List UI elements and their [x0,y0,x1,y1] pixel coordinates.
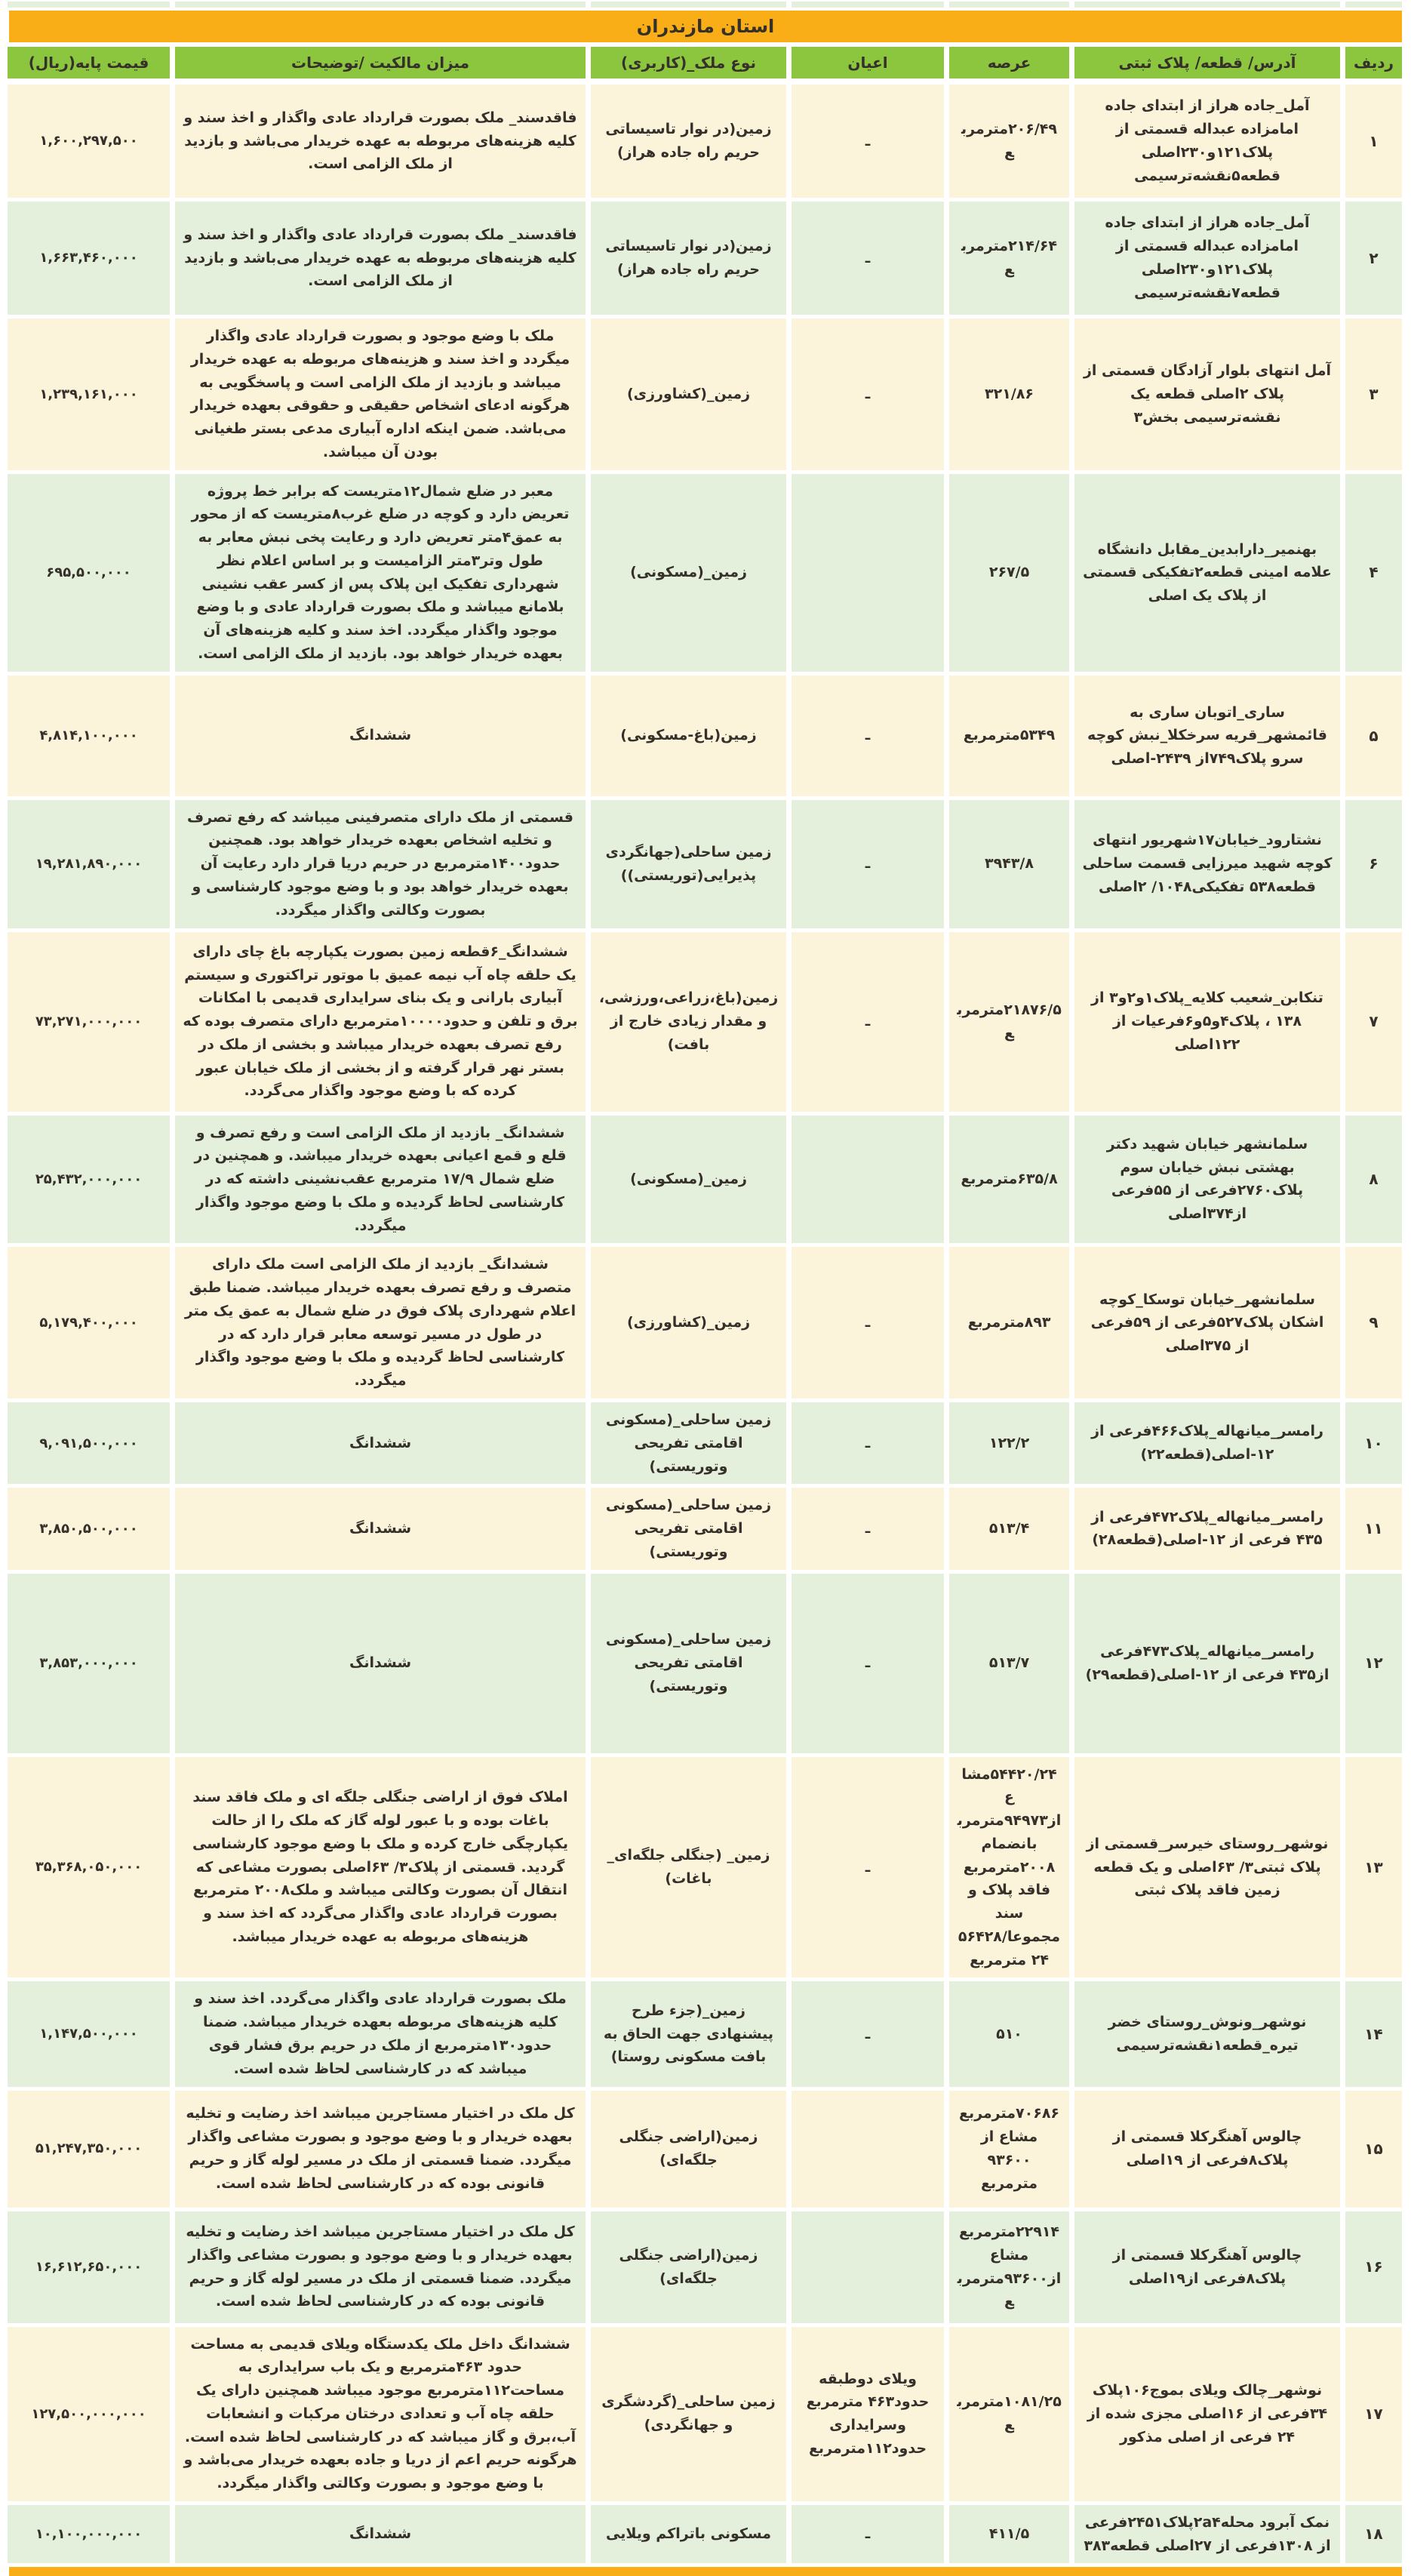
cell-base-price: ۳,۸۵۰,۵۰۰,۰۰۰ [8,1488,170,1569]
cell-ownership-notes: ششدانگ [175,1402,586,1484]
cell-base-price: ۵,۱۷۹,۴۰۰,۰۰۰ [8,1247,170,1399]
cell-building [792,2211,944,2323]
cell-land-area: ۵۱۳/۷ [949,1574,1069,1753]
cell-ownership-notes: ملک با وضع موجود و بصورت قرارداد عادی واگذار میگردد و اخذ سند و هزینه‌های مربوطه به عهده خریدار میباشد و بازدید از ملک الزامی است و پاسخگویی به هرگونه ادعای اشخاص حقیقی و حقوقی بعهده خریدار می‌باشد. ضمن اینکه اداره آبیاری مدعی بستر طغیانی بودن آن میباشد. [175,319,586,470]
cell-land-area: ۱۲۲/۲ [949,1402,1069,1484]
cell-row-no: ۶ [1345,800,1402,928]
cell-land-area: ۲۲۹۱۴مترمربع مشاع از۹۳۶۰۰مترمربع [949,2211,1069,2323]
cell-building: ـ [792,2505,944,2564]
section-title [9,11,1402,42]
cell-row-no: ۴ [1345,474,1402,672]
table-row [9,932,1402,1112]
cell-building: ـ [792,800,944,928]
table-header-row [9,47,1402,78]
cell-building: ـ [792,85,944,198]
column-header-ownership-notes: میزان مالکیت /توضیحات [175,47,586,78]
cell-base-price: ۵۱,۲۴۷,۳۵۰,۰۰۰ [8,2091,170,2208]
table-row [9,474,1402,672]
cell-ownership-notes: ششدانگ داخل ملک یکدستگاه ویلای قدیمی به مساحت حدود ۴۶۳مترمربع و یک باب سرایداری به مساحت۱۱۲مترمربع موجود میباشد همچنین دارای یک حلقه چاه آب و تعدادی درختان مرکبات و انشعابات آب،برق و گاز میباشد که در کارشناسی لحاظ شده است. هرگونه حریم اعم از دریا و جاده بعهده خریدار می‌باشد و با وضع موجود و بصورت وکالتی واگذار میگردد. [175,2327,586,2501]
cell-row-no: ۱۴ [1345,1981,1402,2086]
cell-address: بهنمیر_دارابدین_مقابل دانشگاه علامه امینی قطعه۲تفکیکی قسمتی از پلاک یک اصلی [1074,474,1340,672]
cell-address: رامسر_میانهاله_پلاک۴۶۶فرعی از ۱۲-اصلی(قطعه۲۲) [1074,1402,1340,1484]
cell-base-price: ۱۲۷,۵۰۰,۰۰۰,۰۰۰ [8,2327,170,2501]
cell-address: چالوس آهنگرکلا قسمتی از پلاک۸فرعی از۱۹اصلی [1074,2211,1340,2323]
cell-base-price: ۷۳,۲۷۱,۰۰۰,۰۰۰ [8,932,170,1112]
cell-land-area: ۲۰۶/۴۹مترمربع [949,85,1069,198]
cell-building [792,474,944,672]
cell-building: ـ [792,1488,944,1569]
cell-base-price: ۱,۶۰۰,۲۹۷,۵۰۰ [8,85,170,198]
table-row [9,800,1402,928]
cell-address: نشتارود_خیابان۱۷شهریور انتهای کوچه شهید میرزایی قسمت ساحلی قطعه۵۳۸ تفکیکی۱۰۴۸/ ۲اصلی [1074,800,1340,928]
cell-building: ـ [792,1574,944,1753]
cell-address: آمل_جاده هراز از ابتدای جاده امامزاده عبداله قسمتی از پلاک۱۲۱و۲۳۰اصلی قطعه۵نقشه‌ترسیمی [1074,85,1340,198]
cell-ownership-notes: کل ملک در اختیار مستاجرین میباشد اخذ رضایت و تخلیه بعهده خریدار و با وضع موجود و بصورت مشاعی واگذار میگردد. ضمنا قسمتی از ملک در مسیر لوله گاز و حریم قانونی بوده که در کارشناسی لحاظ شده است. [175,2211,586,2323]
cell-building: ـ [792,1981,944,2086]
cell-row-no: ۷ [1345,932,1402,1112]
cell-property-type: زمین(اراضی جنگلی جلگه‌ای) [591,2091,786,2208]
cell-land-area: ۲۱۴/۶۴مترمربع [949,202,1069,315]
table-row [9,1981,1402,2086]
table-row [9,2211,1402,2323]
cell-ownership-notes: ششدانگ_ بازدید از ملک الزامی است ملک دارای متصرف و رفع تصرف بعهده خریدار میباشد. ضمنا طبق اعلام شهرداری پلاک فوق در ضلع شمال به عمق یک متر در طول در مسیر توسعه معابر قرار دارد که در کارشناسی لحاظ گردیده و ملک با وضع موجود واگذار میگردد. [175,1247,586,1399]
cell-land-area: ۱۰۸۱/۲۵مترمربع [949,2327,1069,2501]
cell-row-no: ۱۰ [1345,1402,1402,1484]
cell-row-no: ۸ [1345,1116,1402,1244]
table-row [9,202,1402,315]
cell-address: سلمانشهر_خیابان توسکا_کوچه اشکان پلاک۵۲۷فرعی از ۵۹فرعی از ۳۷۵اصلی [1074,1247,1340,1399]
cell-address: چالوس آهنگرکلا قسمتی از پلاک۸فرعی از ۱۹اصلی [1074,2091,1340,2208]
cell-ownership-notes: ششدانگ [175,1574,586,1753]
cell-land-area: ۲۶۷/۵ [949,474,1069,672]
sliver-cell [949,2,1069,8]
cell-property-type: زمین_ (جنگلی جلگه‌ای_ باغات) [591,1757,786,1978]
cell-base-price: ۴,۸۱۴,۱۰۰,۰۰۰ [8,676,170,796]
column-header-property-type: نوع ملک_(کاربری) [591,47,786,78]
cell-base-price: ۱۶,۶۱۲,۶۵۰,۰۰۰ [8,2211,170,2323]
cell-property-type: زمین ساحلی(جهانگردی پذیرایی(توریستی)) [591,800,786,928]
cell-base-price: ۱۹,۲۸۱,۸۹۰,۰۰۰ [8,800,170,928]
cell-address: نوشهر_ونوش_روستای خضر تیره_قطعه۱نقشه‌ترسیمی [1074,1981,1340,2086]
cell-address: رامسر_میانهاله_پلاک۴۷۲فرعی از ۴۳۵ فرعی از ۱۲-اصلی(قطعه۲۸) [1074,1488,1340,1569]
cell-property-type: زمین_(جزء طرح پیشنهادی جهت الحاق به بافت مسکونی روستا) [591,1981,786,2086]
cell-ownership-notes: ششدانگ [175,1488,586,1569]
table-row [9,2327,1402,2501]
cell-address: نوشهر_چالک ویلای بموج۱۰۶پلاک ۳۴فرعی از ۱۶اصلی مجزی شده از ۲۴ فرعی از اصلی مذکور [1074,2327,1340,2501]
cell-land-area: ۵۱۳/۴ [949,1488,1069,1569]
section-title-text: استان مازندران [636,16,775,37]
column-header-address: آدرس/ قطعه/ پلاک ثبتی [1074,47,1340,78]
cell-ownership-notes: ملک بصورت قرارداد عادی واگذار می‌گردد. اخذ سند و کلیه هزینه‌های مربوطه بعهده خریدار میباشد. ضمنا حدود۱۳۰مترمربع از ملک در حریم برق فشار قوی میباشد که در کارشناسی لحاظ شده است. [175,1981,586,2086]
cell-building: ـ [792,932,944,1112]
cell-ownership-notes: فاقدسند_ ملک بصورت قرارداد عادی واگذار و اخذ سند و کلیه هزینه‌های مربوطه به عهده خریدار می‌باشد و بازدید از ملک الزامی است. [175,202,586,315]
cell-row-no: ۱۱ [1345,1488,1402,1569]
cell-ownership-notes: ششدانگ_ بازدید از ملک الزامی است و رفع تصرف و قلع و قمع اعیانی بعهده خریدار میباشد. و همچنین در ضلع شمال ۱۷/۹ مترمربع عقب‌نشینی داشته که در کارشناسی لحاظ گردیده و ملک با وضع موجود واگذار میگردد. [175,1116,586,1244]
table-row [9,2505,1402,2564]
cell-property-type: مسکونی باتراکم ویلایی [591,2505,786,2564]
table-row [9,1488,1402,1569]
cell-ownership-notes: ششدانگ_۶قطعه زمین بصورت یکپارچه باغ چای دارای یک حلقه چاه آب نیمه عمیق با موتور تراکتوری و سیستم آبیاری بارانی و یک بنای سرایداری قدیمی با امکانات برق و تلفن و حدود۱۰۰۰۰مترمربع دارای متصرف بوده که رفع تصرف بعهده خریدار میباشد و بخشی از ملک در بستر نهر قرار گرفته و از بخشی از ملک خیابان عبور کرده که با وضع موجود واگذار می‌گردد. [175,932,586,1112]
cell-land-area: ۸۹۳مترمربع [949,1247,1069,1399]
cell-property-type: زمین ساحلی_(مسکونی اقامتی تفریحی وتوریستی) [591,1402,786,1484]
cell-land-area: ۷۰۶۸۶مترمربع مشاع از ۹۳۶۰۰ مترمربع [949,2091,1069,2208]
cell-base-price: ۱۰,۱۰۰,۰۰۰,۰۰۰ [8,2505,170,2564]
cell-building: ـ [792,319,944,470]
cell-land-area: ۳۹۴۳/۸ [949,800,1069,928]
cell-address: آمل_جاده هراز از ابتدای جاده امامزاده عبداله قسمتی از پلاک۱۲۱و۲۳۰اصلی قطعه۷نقشه‌ترسیمی [1074,202,1340,315]
cell-address: نمک آبرود محله۲a۴پلاک۲۴۵۱فرعی از ۱۳۰۸فرعی از ۲۷اصلی قطعه۳۸۳ [1074,2505,1340,2564]
cell-building: ـ [792,202,944,315]
cell-building: ـ [792,1247,944,1399]
column-header-land-area: عرصه [949,47,1069,78]
cell-ownership-notes: فاقدسند_ ملک بصورت قرارداد عادی واگذار و اخذ سند و کلیه هزینه‌های مربوطه به عهده خریدار می‌باشد و بازدید از ملک الزامی است. [175,85,586,198]
cell-base-price: ۱,۲۳۹,۱۶۱,۰۰۰ [8,319,170,470]
cell-building: ـ [792,1402,944,1484]
cell-property-type: زمین_(کشاورزی) [591,1247,786,1399]
cell-building: ویلای دوطبقه حدود۴۶۳ مترمربع وسرایداری حدود۱۱۲مترمربع [792,2327,944,2501]
cell-land-area: ۵۳۴۹مترمربع [949,676,1069,796]
sliver-cell [1074,2,1340,8]
cell-base-price: ۲۵,۴۳۲,۰۰۰,۰۰۰ [8,1116,170,1244]
cell-building: ـ [792,676,944,796]
cell-land-area: ۲۱۸۷۶/۵مترمربع [949,932,1069,1112]
cell-building: ـ [792,1757,944,1978]
cell-building [792,1116,944,1244]
cell-ownership-notes: معبر در ضلع شمال۱۲متریست که برابر خط پروژه تعریض دارد و کوچه در ضلع غرب۸متریست که از محور به عمق۴متر تعریض دارد و رعایت پخی نبش معابر به طول وتر۳متر الزامیست و بر اساس اعلام نظر شهرداری تفکیک این پلاک پس از کسر عقب نشینی بلامانع میباشد و ملک بصورت قرارداد عادی و با وضع موجود واگذار میگردد. اخذ سند و کلیه هزینه‌های آن بعهده خریدار خواهد بود. بازدید از ملک الزامی است. [175,474,586,672]
cell-row-no: ۹ [1345,1247,1402,1399]
table-row [9,1116,1402,1244]
table-row [9,2091,1402,2208]
cell-land-area: ۶۳۵/۸مترمربع [949,1116,1069,1244]
sliver-cell [792,2,944,8]
cell-address: آمل انتهای بلوار آزادگان قسمتی از پلاک ۲اصلی قطعه یک نقشه‌ترسیمی بخش۳ [1074,319,1340,470]
cell-row-no: ۵ [1345,676,1402,796]
cell-row-no: ۱۲ [1345,1574,1402,1753]
cell-base-price: ۱,۶۶۳,۴۶۰,۰۰۰ [8,202,170,315]
sliver-cell [8,2,170,8]
cell-land-area: ۴۱۱/۵ [949,2505,1069,2564]
cell-row-no: ۱۵ [1345,2091,1402,2208]
sliver-cell [1345,2,1402,8]
column-header-base-price: قیمت پایه(ریال) [8,47,170,78]
cell-property-type: زمین ساحلی_(مسکونی اقامتی تفریحی وتوریستی) [591,1488,786,1569]
table-row [9,1402,1402,1484]
table-row [9,85,1402,198]
column-header-row-no: ردیف [1345,47,1402,78]
cell-address: سلمانشهر خیابان شهید دکتر بهشتی نبش خیابان سوم پلاک۲۷۶۰فرعی از ۵۵فرعی از۳۷۴اصلی [1074,1116,1340,1244]
table-row [9,1757,1402,1978]
cell-base-price: ۳,۸۵۳,۰۰۰,۰۰۰ [8,1574,170,1753]
table-row [9,1247,1402,1399]
cell-property-type: زمین_(کشاورزی) [591,319,786,470]
cell-row-no: ۳ [1345,319,1402,470]
cell-ownership-notes: ششدانگ [175,2505,586,2564]
cell-property-type: زمین_(مسکونی) [591,474,786,672]
table-body [9,85,1402,2563]
cell-base-price: ۶۹۵,۵۰۰,۰۰۰ [8,474,170,672]
table-row [9,319,1402,470]
cell-ownership-notes: قسمتی از ملک دارای متصرفینی میباشد که رفع تصرف و تخلیه اشخاص بعهده خریدار خواهد بود. همچنین حدود۱۴۰۰مترمربع در حریم دریا قرار دارد رعایت آن بعهده خریدار خواهد بود و با وضع موجود کارشناسی و بصورت وکالتی واگذار میگردد. [175,800,586,928]
table-row [9,1574,1402,1753]
cell-address: تنکابن_شعیب کلایه_پلاک۱و۲و۳ از ۱۳۸ ، پلاک۴و۵و۶فرعیات از ۱۲۲اصلی [1074,932,1340,1112]
table-row [9,676,1402,796]
cell-land-area: ۳۲۱/۸۶ [949,319,1069,470]
cell-land-area: ۵۴۴۲۰/۲۴مشاع از۹۴۹۷۳مترمربع بانضمام ۲۰۰۸مترمربع فاقد پلاک و سند مجموعا۵۶۴۲۸/۲۴ مترمربع [949,1757,1069,1978]
cell-row-no: ۱۷ [1345,2327,1402,2501]
cell-property-type: زمین_(مسکونی) [591,1116,786,1244]
cell-address: نوشهر_روستای خیرسر_قسمتی از پلاک ثبتی۳/ ۶۳اصلی و یک قطعه زمین فاقد پلاک ثبتی [1074,1757,1340,1978]
cell-building [792,2091,944,2208]
previous-row-sliver [9,2,1402,8]
cell-ownership-notes: کل ملک در اختیار مستاجرین میباشد اخذ رضایت و تخلیه بعهده خریدار و با وضع موجود و بصورت مشاعی واگذار میگردد. ضمنا قسمتی از ملک در مسیر لوله گاز و حریم قانونی بوده که در کارشناسی لحاظ شده است. [175,2091,586,2208]
cell-row-no: ۱۳ [1345,1757,1402,1978]
cell-property-type: زمین(باغ-مسکونی) [591,676,786,796]
cell-row-no: ۲ [1345,202,1402,315]
cell-property-type: زمین ساحلی_(گردشگری و جهانگردی) [591,2327,786,2501]
cell-address: رامسر_میانهاله_پلاک۴۷۳فرعی از۴۳۵ فرعی از ۱۲-اصلی(قطعه۲۹) [1074,1574,1340,1753]
cell-row-no: ۱۶ [1345,2211,1402,2323]
next-section-band-partial [9,2567,1402,2576]
column-header-building: اعیان [792,47,944,78]
cell-ownership-notes: ششدانگ [175,676,586,796]
cell-property-type: زمین(اراضی جنگلی جلگه‌ای) [591,2211,786,2323]
cell-ownership-notes: املاک فوق از اراضی جنگلی جلگه ای و ملک فاقد سند باغات بوده و با عبور لوله گاز که ملک را از حالت یکپارچگی خارج کرده و ملک با وضع موجود کارشناسی گردید. قسمتی از پلاک۳/ ۶۳اصلی بصورت مشاعی که انتقال آن بصورت وکالتی میباشد و ملک۲۰۰۸ مترمربع بصورت قرارداد عادی واگذار می‌گردد که اخذ سند و هزینه‌های مربوطه به عهده خریدار میباشد. [175,1757,586,1978]
cell-base-price: ۱,۱۴۷,۵۰۰,۰۰۰ [8,1981,170,2086]
cell-property-type: زمین(در نوار تاسیساتی حریم راه جاده هراز) [591,202,786,315]
cell-base-price: ۹,۰۹۱,۵۰۰,۰۰۰ [8,1402,170,1484]
cell-property-type: زمین ساحلی_(مسکونی اقامتی تفریحی وتوریستی) [591,1574,786,1753]
cell-land-area: ۵۱۰ [949,1981,1069,2086]
cell-address: ساری_اتوبان ساری به قائمشهر_قریه سرخکلا_نبش کوچه سرو پلاک۷۴۹از ۲۴۳۹-اصلی [1074,676,1340,796]
cell-property-type: زمین(در نوار تاسیساتی حریم راه جاده هراز) [591,85,786,198]
cell-property-type: زمین(باغ،زراعی،ورزشی،و مقدار زیادی خارج از بافت) [591,932,786,1112]
sliver-cell [175,2,586,8]
cell-base-price: ۳۵,۳۶۸,۰۵۰,۰۰۰ [8,1757,170,1978]
cell-row-no: ۱۸ [1345,2505,1402,2564]
cell-row-no: ۱ [1345,85,1402,198]
sliver-cell [591,2,786,8]
